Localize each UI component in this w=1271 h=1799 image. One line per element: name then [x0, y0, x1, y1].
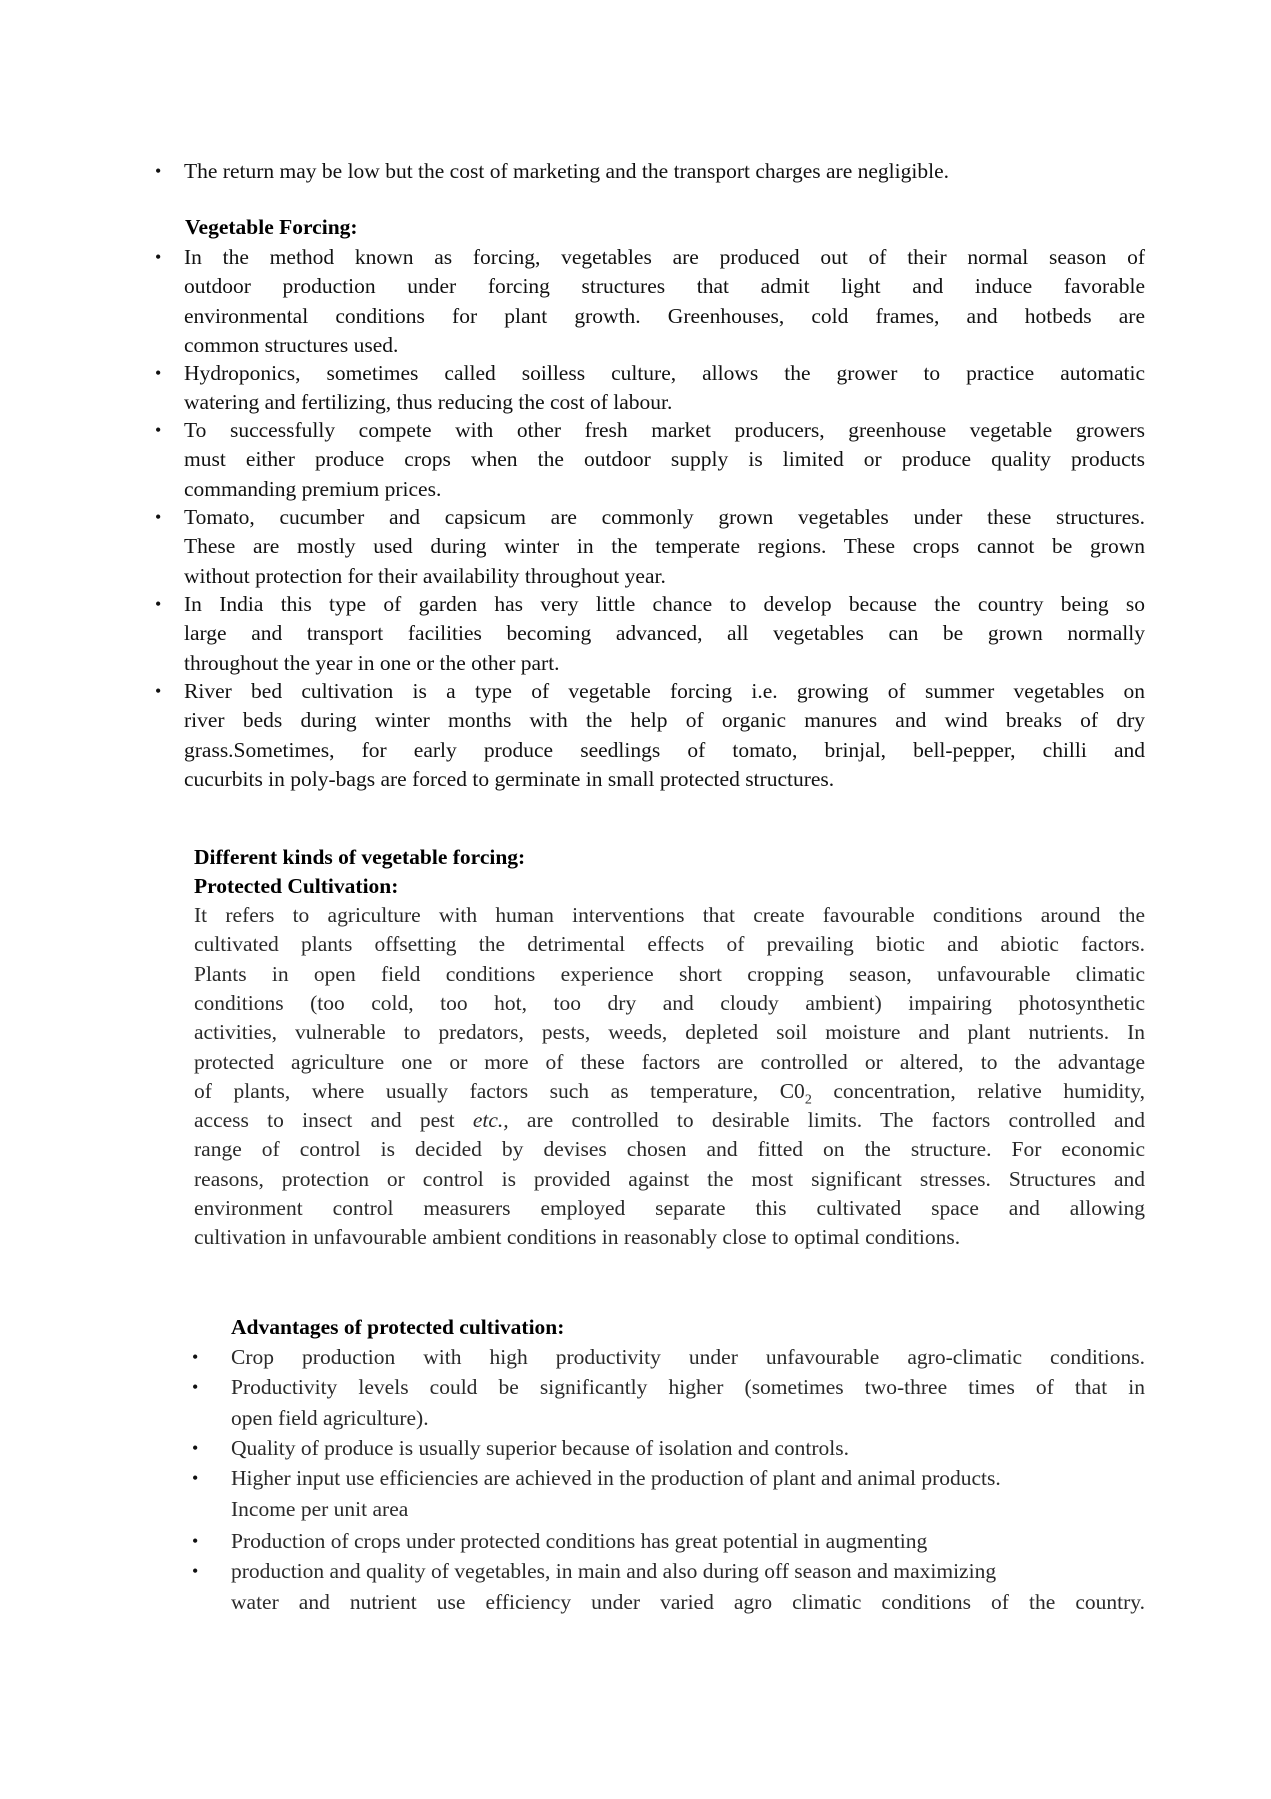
list-item-line: without protection for their availability throughout year.: [184, 563, 666, 588]
italic-text: etc.,: [472, 1108, 509, 1133]
paragraph-line: Plants in open field conditions experience short cropping season, unfavourable climatic: [194, 961, 1145, 986]
paragraph-line: cultivation in unfavourable ambient conditions in reasonably close to optimal conditions.: [194, 1225, 961, 1250]
bullet-icon: •: [155, 420, 162, 440]
subscript: 2: [804, 1092, 812, 1108]
list-item-line: To successfully compete with other fresh market producers, greenhouse vegetable growers: [184, 418, 1145, 442]
section-heading-different-kinds: Different kinds of vegetable forcing:: [194, 845, 526, 869]
bullet-icon: •: [192, 1561, 199, 1581]
bullet-icon: •: [192, 1468, 199, 1488]
paragraph-line: of plants, where usually factors such as temperature, $C0_2$ concentration, relative humidity,: [194, 1078, 1145, 1108]
section-heading-vegetable-forcing: Vegetable Forcing:: [185, 215, 358, 239]
list-item-line: watering and fertilizing, thus reducing the cost of labour.: [184, 390, 673, 415]
list-item-line: Crop production with high productivity under unfavourable agro-climatic conditions.: [231, 1345, 1145, 1369]
paragraph-line: range of control is decided by devises chosen and fitted on the structure. For economic: [194, 1137, 1145, 1162]
list-item-line: cucurbits in poly-bags are forced to germinate in small protected structures.: [184, 766, 835, 791]
bullet-icon: •: [192, 1377, 199, 1397]
list-item-line: water and nutrient use efficiency under varied agro climatic conditions of the country.: [231, 1589, 1145, 1614]
section-heading-advantages: Advantages of protected cultivation:: [231, 1315, 565, 1339]
list-item-line: Tomato, cucumber and capsicum are commonly grown vegetables under these structures.: [184, 505, 1145, 529]
list-item-line: open field agriculture).: [231, 1405, 429, 1430]
paragraph-line: cultivated plants offsetting the detrimental effects of prevailing biotic and abiotic factors.: [194, 932, 1145, 957]
list-item-line: Production of crops under protected conditions has great potential in augmenting: [231, 1529, 928, 1553]
list-item-line: production and quality of vegetables, in main and also during off season and maximizing: [231, 1559, 997, 1583]
bullet-icon: •: [155, 681, 162, 701]
list-item-line: River bed cultivation is a type of vegetable forcing i.e. growing of summer vegetables on: [184, 679, 1145, 703]
bullet-icon: •: [192, 1347, 199, 1367]
list-item-line: outdoor production under forcing structures that admit light and induce favorable: [184, 274, 1145, 299]
list-item-line: throughout the year in one or the other part.: [184, 650, 560, 675]
bullet-icon: •: [155, 161, 162, 181]
paragraph-line: protected agriculture one or more of these factors are controlled or altered, to the advantage: [194, 1049, 1145, 1074]
bullet-icon: •: [192, 1531, 199, 1551]
bullet-icon: •: [155, 363, 162, 383]
list-item-line: Hydroponics, sometimes called soilless culture, allows the grower to practice automatic: [184, 361, 1145, 385]
list-item-line: river beds during winter months with the help of organic manures and wind breaks of dry: [184, 708, 1145, 733]
list-item-line: In India this type of garden has very little chance to develop because the country being so: [184, 592, 1145, 616]
list-item-line: Higher input use efficiencies are achieved in the production of plant and animal products.: [231, 1466, 1001, 1490]
bullet-icon: •: [155, 247, 162, 267]
list-item-line: In the method known as forcing, vegetables are produced out of their normal season of: [184, 245, 1145, 269]
list-item-line: must either produce crops when the outdoor supply is limited or produce quality products: [184, 447, 1145, 472]
bullet-icon: •: [155, 507, 162, 527]
paragraph-line: conditions (too cold, too hot, too dry and cloudy ambient) impairing photosynthetic: [194, 990, 1145, 1015]
list-item-line: grass.Sometimes, for early produce seedlings of tomato, brinjal, bell-pepper, chilli and: [184, 737, 1145, 762]
paragraph-line: environment control measurers employed separate this cultivated space and allowing: [194, 1196, 1145, 1220]
list-item-line: Quality of produce is usually superior because of isolation and controls.: [231, 1436, 849, 1460]
paragraph-line: reasons, protection or control is provided against the most significant stresses. Structures and: [194, 1166, 1145, 1191]
bullet-icon: •: [155, 594, 162, 614]
paragraph-line: It refers to agriculture with human interventions that create favourable conditions around the: [194, 903, 1145, 927]
list-item: The return may be low but the cost of marketing and the transport charges are negligible.: [184, 159, 949, 183]
list-item-line: common structures used.: [184, 332, 399, 357]
list-item-line: Income per unit area: [231, 1496, 409, 1521]
section-subheading-protected-cultivation: Protected Cultivation:: [194, 874, 399, 898]
list-item-line: Productivity levels could be significantly higher (sometimes two-three times of that in: [231, 1375, 1145, 1399]
paragraph-line: access to insect and pest etc., are controlled to desirable limits. The factors controlled and: [194, 1108, 1145, 1133]
bullet-icon: •: [192, 1438, 199, 1458]
paragraph-line: activities, vulnerable to predators, pests, weeds, depleted soil moisture and plant nutrients. In: [194, 1020, 1145, 1045]
list-item-line: These are mostly used during winter in the temperate regions. These crops cannot be grown: [184, 534, 1145, 559]
list-item-line: environmental conditions for plant growth. Greenhouses, cold frames, and hotbeds are: [184, 303, 1145, 328]
list-item-line: commanding premium prices.: [184, 476, 442, 501]
list-item-line: large and transport facilities becoming advanced, all vegetables can be grown normally: [184, 621, 1145, 646]
